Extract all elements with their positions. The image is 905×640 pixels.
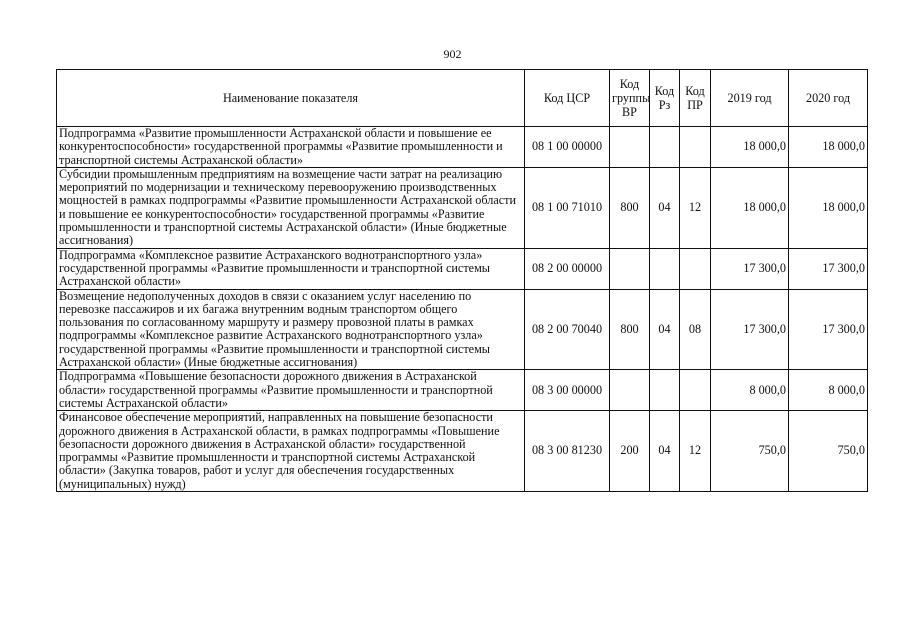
row-2019: 17 300,0 bbox=[711, 248, 789, 289]
row-2020: 17 300,0 bbox=[789, 289, 868, 370]
row-csr: 08 1 00 00000 bbox=[525, 127, 610, 168]
header-rz: Код Рз bbox=[650, 70, 680, 127]
row-name: Подпрограмма «Повышение безопасности дорожного движения в Астраханской области» государственной программы «Развитие промышленности и транспортной системы Астраханской области» bbox=[57, 370, 525, 411]
row-2020: 750,0 bbox=[789, 411, 868, 492]
header-name: Наименование показателя bbox=[57, 70, 525, 127]
header-2019: 2019 год bbox=[711, 70, 789, 127]
header-2020: 2020 год bbox=[789, 70, 868, 127]
row-pr bbox=[680, 127, 711, 168]
row-2019: 750,0 bbox=[711, 411, 789, 492]
row-csr: 08 2 00 70040 bbox=[525, 289, 610, 370]
row-pr bbox=[680, 370, 711, 411]
row-csr: 08 3 00 00000 bbox=[525, 370, 610, 411]
table-row bbox=[57, 167, 868, 248]
row-rz: 04 bbox=[650, 167, 680, 248]
budget-table bbox=[56, 69, 868, 492]
row-pr: 08 bbox=[680, 289, 711, 370]
page-number: 902 bbox=[443, 47, 462, 61]
table-row bbox=[57, 411, 868, 492]
row-vr bbox=[610, 248, 650, 289]
row-csr: 08 3 00 81230 bbox=[525, 411, 610, 492]
row-name: Возмещение недополученных доходов в связи с оказанием услуг населению по перевозке пассажиров и их багажа внутренним водным транспортом общего пользования по согласованному маршруту и размеру провозной платы в рамках подпрограммы «Комплексное развитие Астраханского воднотранспортного узла» государственной программы «Развитие промышленности и транспортной системы Астраханской области» (Иные бюджетные ассигнования) bbox=[57, 289, 525, 370]
header-csr: Код ЦСР bbox=[525, 70, 610, 127]
row-name: Финансовое обеспечение мероприятий, направленных на повышение безопасности дорожного движения в Астраханской области, в рамках подпрограммы «Повышение безопасности дорожного движения в Астраханской области» государственной программы «Развитие промышленности и транспортной системы Астраханской области» (Закупка товаров, работ и услуг для обеспечения государственных (муниципальных) нужд) bbox=[57, 411, 525, 492]
row-csr: 08 2 00 00000 bbox=[525, 248, 610, 289]
row-rz bbox=[650, 248, 680, 289]
row-vr bbox=[610, 127, 650, 168]
row-name: Подпрограмма «Комплексное развитие Астраханского воднотранспортного узла» государственной программы «Развитие промышленности и транспортной системы Астраханской области» bbox=[57, 248, 525, 289]
row-2020: 8 000,0 bbox=[789, 370, 868, 411]
row-2019: 17 300,0 bbox=[711, 289, 789, 370]
row-rz bbox=[650, 370, 680, 411]
row-2019: 18 000,0 bbox=[711, 167, 789, 248]
row-2020: 18 000,0 bbox=[789, 127, 868, 168]
table-header bbox=[57, 70, 868, 127]
row-rz: 04 bbox=[650, 289, 680, 370]
row-name: Субсидии промышленным предприятиям на возмещение части затрат на реализацию мероприятий по модернизации и техническому перевооружению производственных мощностей в рамках подпрограммы «Развитие промышленности Астраханской области и повышение ее конкурентоспособности» государственной программы «Развитие промышленности и транспортной системы Астраханской области» (Иные бюджетные ассигнования) bbox=[57, 167, 525, 248]
row-vr bbox=[610, 370, 650, 411]
table-row bbox=[57, 289, 868, 370]
table-row bbox=[57, 127, 868, 168]
row-2019: 8 000,0 bbox=[711, 370, 789, 411]
header-row bbox=[57, 70, 868, 127]
header-pr: Код ПР bbox=[680, 70, 711, 127]
row-rz bbox=[650, 127, 680, 168]
table-body bbox=[57, 127, 868, 492]
row-csr: 08 1 00 71010 bbox=[525, 167, 610, 248]
table-row bbox=[57, 370, 868, 411]
row-pr bbox=[680, 248, 711, 289]
row-vr: 200 bbox=[610, 411, 650, 492]
row-2019: 18 000,0 bbox=[711, 127, 789, 168]
row-rz: 04 bbox=[650, 411, 680, 492]
row-vr: 800 bbox=[610, 289, 650, 370]
row-name: Подпрограмма «Развитие промышленности Астраханской области и повышение ее конкурентоспособности» государственной программы «Развитие промышленности и транспортной системы Астраханской области» bbox=[57, 127, 525, 168]
row-pr: 12 bbox=[680, 167, 711, 248]
table-row bbox=[57, 248, 868, 289]
row-2020: 17 300,0 bbox=[789, 248, 868, 289]
row-pr: 12 bbox=[680, 411, 711, 492]
row-2020: 18 000,0 bbox=[789, 167, 868, 248]
row-vr: 800 bbox=[610, 167, 650, 248]
header-vr: Код группы ВР bbox=[610, 70, 650, 127]
